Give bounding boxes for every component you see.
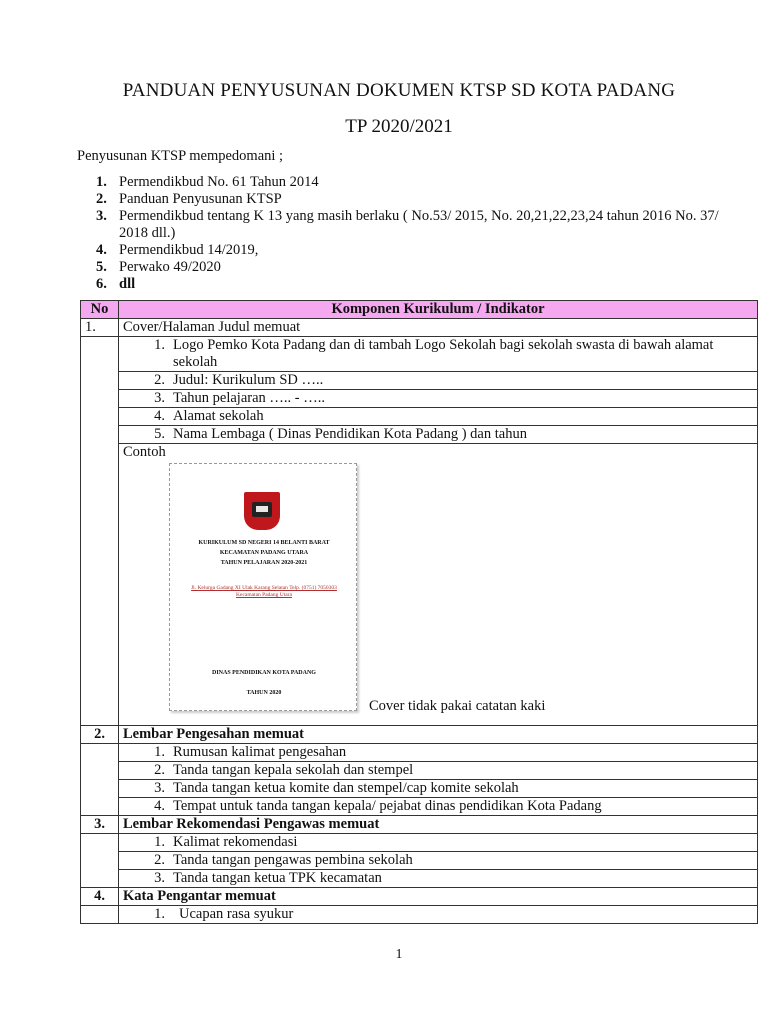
pemko-logo-icon [244, 492, 280, 530]
reference-text: dll [119, 276, 136, 292]
item-number: 1. [154, 337, 165, 353]
empty-cell [81, 906, 119, 924]
reference-item [96, 191, 736, 208]
list-item [119, 906, 758, 924]
list-item [119, 390, 758, 408]
table-row [81, 816, 758, 834]
list-item [119, 744, 758, 762]
item-text: Ucapan rasa syukur [179, 906, 294, 922]
reference-item [96, 276, 736, 293]
section-number: 2. [81, 726, 119, 744]
reference-number: 3. [96, 208, 107, 224]
item-text: Alamat sekolah [173, 408, 264, 424]
table-row [81, 726, 758, 744]
empty-cell [81, 834, 119, 888]
section-title: Lembar Rekomendasi Pengawas memuat [119, 816, 758, 834]
cover-address: Kecamatan Padang Utara [236, 592, 292, 598]
list-item [119, 408, 758, 426]
example-cell [119, 444, 758, 726]
cover-address: Jl. Kelurga Gadang XI Ulak Karang Selatan Telp. (0751) 7050303 [191, 585, 337, 591]
document-subtitle: TP 2020/2021 [345, 116, 453, 137]
cover-year: TAHUN 2020 [246, 690, 282, 696]
page-number: 1 [395, 947, 403, 962]
table-row [81, 798, 758, 816]
section-title: Cover/Halaman Judul memuat [119, 319, 758, 337]
table-row [81, 852, 758, 870]
cover-example-image [169, 463, 357, 711]
item-text: Tahun pelajaran ….. - ….. [173, 390, 325, 406]
item-text: Tanda tangan kepala sekolah dan stempel [173, 762, 414, 778]
section-number: 1. [81, 319, 119, 337]
table-row [81, 444, 758, 726]
item-text: Nama Lembaga ( Dinas Pendidikan Kota Padang ) dan tahun [173, 426, 527, 442]
reference-text: Permendikbud 14/2019, [119, 242, 259, 258]
reference-text: Panduan Penyusunan KTSP [119, 191, 282, 207]
cover-line: KURIKULUM SD NEGERI 14 BELANTI BARAT [198, 540, 330, 546]
item-number: 1. [154, 834, 165, 850]
table-row [81, 744, 758, 762]
item-number: 1. [154, 906, 165, 922]
cover-agency: DINAS PENDIDIKAN KOTA PADANG [212, 670, 316, 676]
item-text: Tanda tangan ketua TPK kecamatan [173, 870, 382, 886]
reference-number: 4. [96, 242, 107, 258]
table-row [81, 780, 758, 798]
cover-note: Cover tidak pakai catatan kaki [369, 698, 546, 714]
list-item [119, 780, 758, 798]
header-no: No [81, 301, 119, 319]
item-number: 1. [154, 744, 165, 760]
item-number: 3. [154, 870, 165, 886]
list-item [119, 372, 758, 390]
reference-text: Permendikbud tentang K 13 yang masih berlaku ( No.53/ 2015, No. 20,21,22,23,24 tahun 2016 No. 37/ 2018 dll.) [119, 208, 719, 241]
reference-item [96, 174, 736, 191]
section-number: 4. [81, 888, 119, 906]
item-text: Kalimat rekomendasi [173, 834, 298, 850]
list-item [119, 834, 758, 852]
reference-item [96, 242, 736, 259]
reference-text: Perwako 49/2020 [119, 259, 221, 275]
example-label: Contoh [123, 444, 166, 460]
item-number: 2. [154, 762, 165, 778]
reference-number: 6. [96, 276, 107, 292]
intro-text: Penyusunan KTSP mempedomani ; [77, 148, 284, 164]
list-item [119, 337, 758, 372]
list-item [119, 852, 758, 870]
list-item [119, 762, 758, 780]
reference-number: 5. [96, 259, 107, 275]
section-title: Lembar Pengesahan memuat [119, 726, 758, 744]
item-number: 3. [154, 780, 165, 796]
cover-line: TAHUN PELAJARAN 2020-2021 [220, 560, 308, 566]
empty-cell [81, 337, 119, 726]
item-text: Tanda tangan pengawas pembina sekolah [173, 852, 413, 868]
list-item [119, 426, 758, 444]
item-number: 2. [154, 372, 165, 388]
reference-text: Permendikbud No. 61 Tahun 2014 [119, 174, 319, 190]
table-row [81, 408, 758, 426]
curriculum-table [80, 300, 758, 924]
table-row [81, 834, 758, 852]
reference-number: 1. [96, 174, 107, 190]
table-row [81, 372, 758, 390]
table-row [81, 426, 758, 444]
item-number: 2. [154, 852, 165, 868]
item-number: 4. [154, 798, 165, 814]
list-item [119, 870, 758, 888]
empty-cell [81, 744, 119, 816]
cover-line: KECAMATAN PADANG UTARA [219, 550, 309, 556]
list-item [119, 798, 758, 816]
section-number: 3. [81, 816, 119, 834]
item-text: Rumusan kalimat pengesahan [173, 744, 347, 760]
reference-list [96, 174, 736, 293]
section-title: Kata Pengantar memuat [119, 888, 758, 906]
item-text: Judul: Kurikulum SD ….. [173, 372, 324, 388]
table-row [81, 337, 758, 372]
item-number: 5. [154, 426, 165, 442]
table-row [81, 870, 758, 888]
item-number: 4. [154, 408, 165, 424]
reference-item [96, 259, 736, 276]
item-text: Tempat untuk tanda tangan kepala/ pejabat dinas pendidikan Kota Padang [173, 798, 602, 814]
table-row [81, 762, 758, 780]
table-header-row [81, 301, 758, 319]
item-text: Tanda tangan ketua komite dan stempel/cap komite sekolah [173, 780, 519, 796]
header-component: Komponen Kurikulum / Indikator [119, 301, 758, 319]
reference-item [96, 208, 736, 242]
item-text: Logo Pemko Kota Padang dan di tambah Logo Sekolah bagi sekolah swasta di bawah alamat sekolah [173, 337, 714, 370]
table-row [81, 906, 758, 924]
item-number: 3. [154, 390, 165, 406]
reference-number: 2. [96, 191, 107, 207]
document-title: PANDUAN PENYUSUNAN DOKUMEN KTSP SD KOTA PADANG [122, 80, 676, 101]
table-row [81, 888, 758, 906]
table-row [81, 390, 758, 408]
table-row [81, 319, 758, 337]
